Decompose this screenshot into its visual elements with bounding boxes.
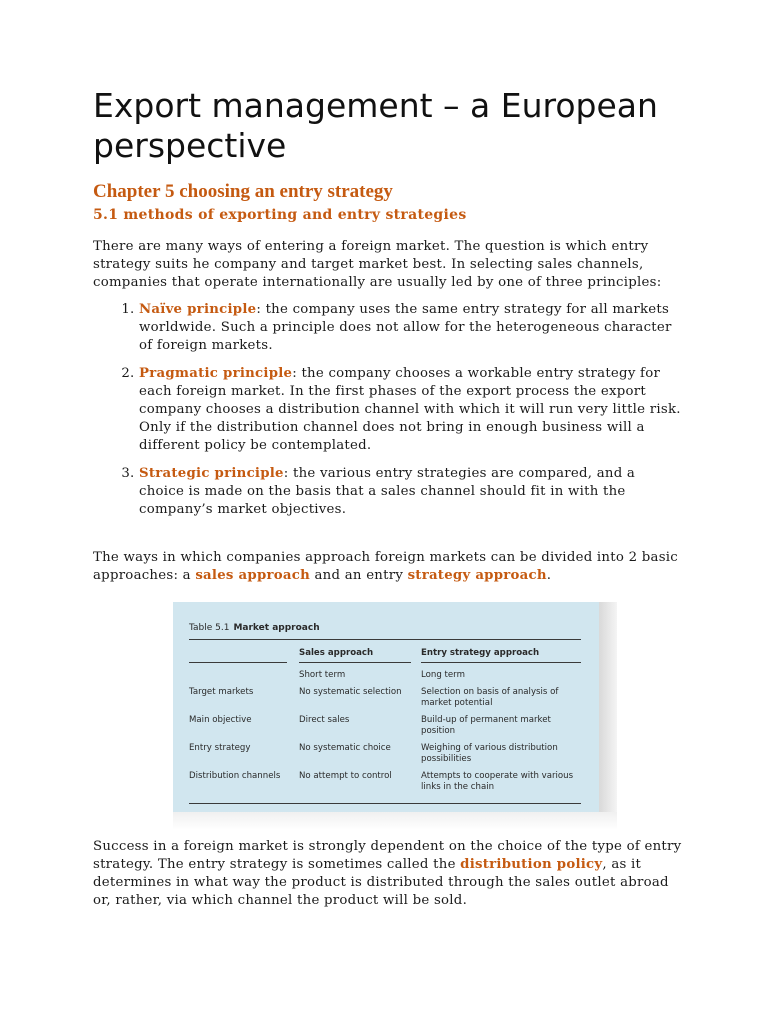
figure-shadow bbox=[173, 812, 617, 830]
table-cell: Build-up of permanent market position bbox=[421, 715, 551, 736]
list-item bbox=[139, 365, 683, 455]
column-header-entry-strategy: Entry strategy approach bbox=[421, 648, 540, 658]
list-item bbox=[139, 465, 683, 519]
table-cell: Short term bbox=[299, 670, 346, 680]
table-cell: No systematic choice bbox=[299, 743, 391, 753]
figure-shadow bbox=[599, 602, 617, 830]
approaches-text: . bbox=[546, 568, 552, 583]
table-cell: Selection on basis of analysis of market potential bbox=[421, 687, 559, 708]
header-rule bbox=[299, 662, 411, 663]
distribution-policy-term: distribution policy bbox=[460, 857, 603, 872]
market-approach-figure bbox=[173, 602, 617, 830]
table-number: Table 5.1 bbox=[189, 623, 230, 633]
table-cell: Direct sales bbox=[299, 715, 350, 725]
principle-term: Naïve principle bbox=[139, 302, 257, 317]
document-page bbox=[93, 86, 683, 585]
table-cell: Distribution channels bbox=[189, 771, 281, 781]
intro-paragraph: There are many ways of entering a foreign market. The question is which entry strategy suits he company and target market best. In selecting sales channels, companies that operate internationally are usually led by one of three principles: bbox=[93, 239, 662, 290]
document-page-continued bbox=[93, 838, 683, 910]
sales-approach-term: sales approach bbox=[195, 568, 311, 583]
table-cell: Target markets bbox=[189, 687, 254, 697]
table-caption bbox=[189, 623, 320, 633]
list-item bbox=[139, 301, 683, 355]
table-title: Market approach bbox=[233, 623, 320, 633]
approaches-text: The ways in which companies approach foreign markets can be divided into 2 basic approaches: a bbox=[93, 550, 678, 583]
approaches-text: and an entry bbox=[310, 568, 408, 583]
table-cell: Long term bbox=[421, 670, 465, 680]
approaches-paragraph bbox=[93, 549, 683, 585]
table-cell: Attempts to cooperate with various links in the chain bbox=[421, 771, 574, 792]
chapter-heading: Chapter 5 choosing an entry strategy bbox=[93, 181, 393, 202]
closing-paragraph bbox=[93, 838, 683, 910]
table-cell: Entry strategy bbox=[189, 743, 251, 753]
closing-text: Success in a foreign market is strongly dependent on the choice of the type of entry strategy. The entry strategy is sometimes called the bbox=[93, 839, 682, 872]
table-cell: No attempt to control bbox=[299, 771, 392, 781]
closing-text: , as it determines in what way the product is distributed through the sales outlet abroad or, rather, via which channel the product will be sold. bbox=[93, 857, 669, 908]
column-header-sales: Sales approach bbox=[299, 648, 374, 658]
principle-text: : the various entry strategies are compared, and a choice is made on the basis that a sales channel should fit in with the company’s market objectives. bbox=[139, 466, 636, 517]
principle-text: : the company chooses a workable entry strategy for each foreign market. In the first phases of the export process the export company chooses a distribution channel with which it will run very little risk. Only if the distribution channel does not bring in enough business will a different policy be contemplated. bbox=[139, 366, 681, 453]
table-bottom-rule bbox=[189, 803, 581, 804]
table-cell: Main objective bbox=[189, 715, 252, 725]
strategy-approach-term: strategy approach bbox=[407, 568, 547, 583]
principle-term: Strategic principle bbox=[139, 466, 284, 481]
header-rule bbox=[421, 662, 581, 663]
table-cell: Weighing of various distribution possibilities bbox=[421, 743, 558, 764]
market-approach-table bbox=[173, 602, 599, 812]
section-heading: 5.1 methods of exporting and entry strategies bbox=[93, 207, 467, 223]
principle-term: Pragmatic principle bbox=[139, 366, 293, 381]
principles-list bbox=[93, 301, 683, 519]
header-rule bbox=[189, 662, 287, 663]
table-cell: No systematic selection bbox=[299, 687, 402, 697]
table-top-rule bbox=[189, 639, 581, 640]
document-title: Export management – a European perspective bbox=[93, 86, 658, 165]
principle-text: : the company uses the same entry strategy for all markets worldwide. Such a principle does not allow for the heterogeneous character of foreign markets. bbox=[139, 302, 672, 353]
